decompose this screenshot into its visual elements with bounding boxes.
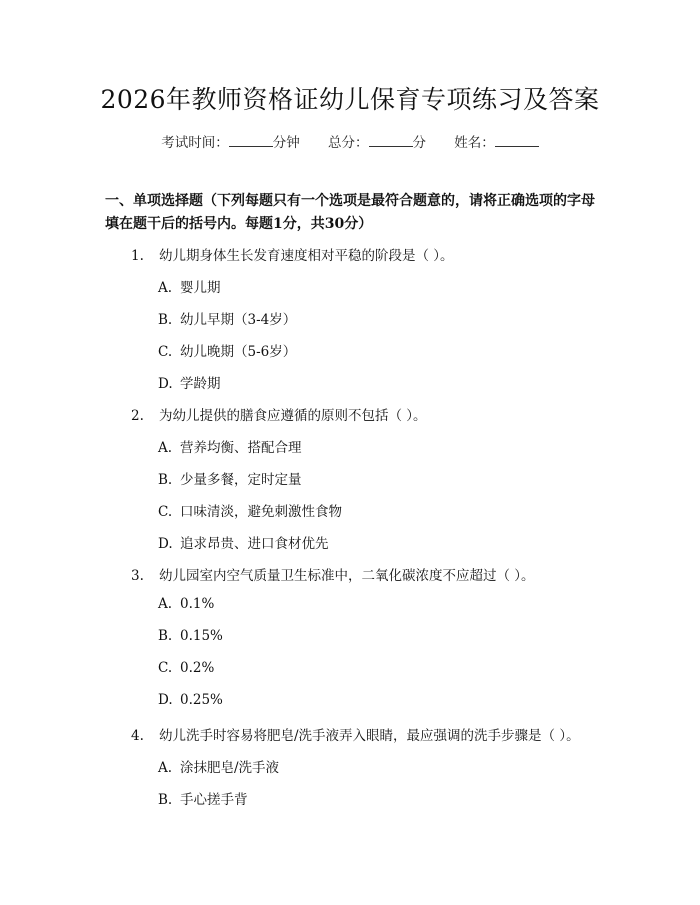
page-title: 2026年教师资格证幼儿保育专项练习及答案 [100,85,600,114]
option-letter: B. [158,628,173,644]
question-2-option-a [158,436,302,456]
option-letter: B. [158,312,173,328]
option-text: 少量多餐，定时定量 [180,472,302,488]
option-text: 学龄期 [180,376,221,392]
option-letter: A. [158,280,173,296]
question-number: 2. [131,408,144,424]
option-text: 涂抹肥皂/洗手液 [180,760,280,776]
question-text: 为幼儿提供的膳食应遵循的原则不包括（ ）。 [159,408,427,424]
option-text: 0.25% [180,692,223,708]
option-letter: D. [158,536,173,552]
question-text: 幼儿园室内空气质量卫生标准中，二氧化碳浓度不应超过（ ）。 [159,568,535,584]
option-letter: A. [158,596,173,612]
section-heading: 一、单项选择题（下列每题只有一个选项是最符合题意的，请将正确选项的字母填在题干后的括号内。每题1分，共30分） [105,193,595,232]
option-letter: B. [158,792,173,808]
option-text: 幼儿晚期（5-6岁） [180,344,297,360]
total-score-label: 总分： [328,135,369,151]
question-1 [131,244,454,264]
option-text: 婴儿期 [180,280,221,296]
question-number: 1. [131,248,144,264]
question-3-option-a [158,596,214,612]
option-text: 口味清淡，避免刺激性食物 [180,504,342,520]
question-4-option-b [158,788,248,808]
option-text: 0.15% [180,628,223,644]
question-1-option-b [158,308,296,328]
option-letter: D. [158,376,173,392]
question-4 [131,724,580,744]
option-text: 手心搓手背 [180,792,248,808]
option-letter: A. [158,440,173,456]
option-letter: C. [158,344,173,360]
question-number: 3. [131,568,144,584]
exam-time-blank [229,134,273,147]
total-score-unit: 分 [412,135,426,151]
student-name [454,135,539,151]
question-number: 4. [131,728,144,744]
exam-time [161,135,304,151]
exam-time-label: 考试时间： [161,135,229,151]
exam-meta [0,131,700,151]
option-letter: A. [158,760,173,776]
question-1-option-a [158,276,221,296]
question-3-option-c [158,660,214,676]
exam-time-unit: 分钟 [272,135,300,151]
total-score [328,135,430,151]
option-text: 营养均衡、搭配合理 [180,440,302,456]
option-text: 追求昂贵、进口食材优先 [180,536,329,552]
question-2 [131,404,427,424]
question-2-option-c [158,500,342,520]
question-text: 幼儿期身体生长发育速度相对平稳的阶段是（ ）。 [159,248,454,264]
option-text: 0.1% [180,596,215,612]
option-text: 幼儿早期（3-4岁） [180,312,297,328]
question-2-option-b [158,468,302,488]
option-text: 0.2% [180,660,215,676]
question-text: 幼儿洗手时容易将肥皂/洗手液弄入眼睛，最应强调的洗手步骤是（ ）。 [159,728,580,744]
question-3-option-b [158,628,223,644]
question-2-option-d [158,532,329,552]
question-4-option-a [158,756,279,776]
option-letter: B. [158,472,173,488]
option-letter: C. [158,660,173,676]
student-name-label: 姓名： [454,135,495,151]
question-1-option-c [158,340,296,360]
option-letter: C. [158,504,173,520]
question-1-option-d [158,372,221,392]
question-3 [131,564,535,584]
student-name-blank [495,134,539,147]
question-3-option-d [158,692,223,708]
total-score-blank [369,134,413,147]
option-letter: D. [158,692,173,708]
